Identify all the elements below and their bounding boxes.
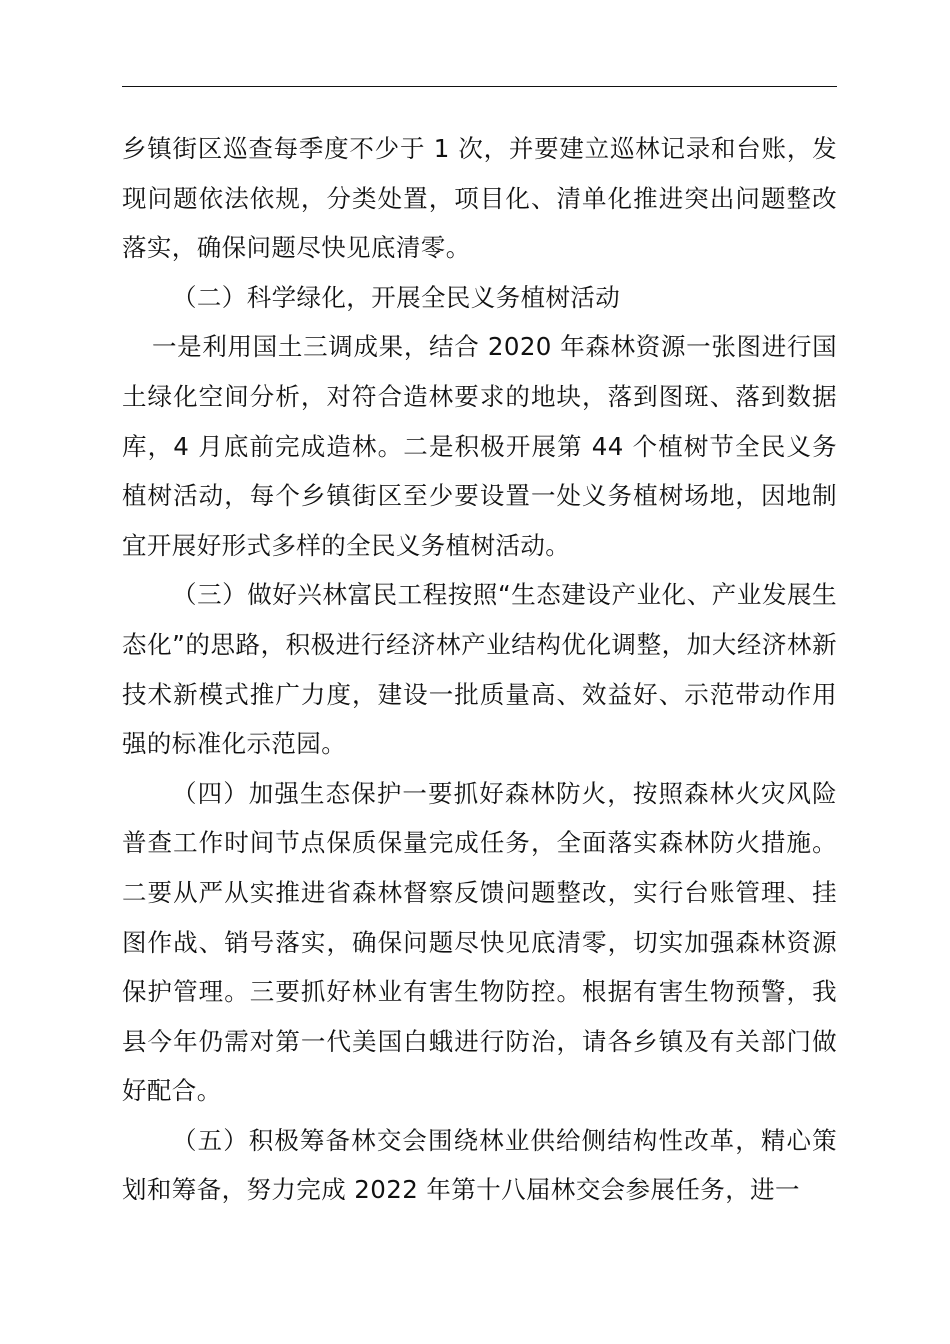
paragraph-inspection-continued: 乡镇街区巡查每季度不少于 1 次，并要建立巡林记录和台账，发现问题依法依规，分类处置，项目化、清单化推进突出问题整改落实，确保问题尽快见底清零。	[122, 134, 837, 263]
paragraph-ecological-protection: （四）加强生态保护一要抓好森林防火，按照森林火灾风险普查工作时间节点保质保量完成任务，全面落实森林防火措施。二要从严从实推进省森林督察反馈问题整改，实行台账管理、挂图作战、销号落实，确保问题尽快见底清零，切实加强森林资源保护管理。三要抓好林业有害生物防控。根据有害生物预警，我县今年仍需对第一代美国白蛾进行防治，请各乡镇及有关部门做好配合。	[122, 778, 837, 1106]
header-rule	[122, 86, 837, 87]
paragraph-forestry-fair: （五）积极筹备林交会围绕林业供给侧结构性改革，精心策划和筹备，努力完成 2022 年第十八届林交会参展任务，进一	[122, 1125, 837, 1205]
section-heading-scientific-greening: （二）科学绿化，开展全民义务植树活动	[172, 282, 621, 312]
paragraph-tree-planting: 一是利用国土三调成果，结合 2020 年森林资源一张图进行国土绿化空间分析，对符合造林要求的地块，落到图斑、落到数据库，4 月底前完成造林。二是积极开展第 44 个植树节全民义务植树活动，每个乡镇街区至少要设置一处义务植树场地，因地制宜开展好形式多样的全民义务植树活动。	[122, 332, 837, 560]
paragraph-forestry-prosperity: （三）做好兴林富民工程按照“生态建设产业化、产业发展生态化”的思路，积极进行经济林产业结构优化调整，加大经济林新技术新模式推广力度，建设一批质量高、效益好、示范带动作用强的标准化示范园。	[122, 580, 837, 759]
document-body	[122, 124, 837, 1215]
